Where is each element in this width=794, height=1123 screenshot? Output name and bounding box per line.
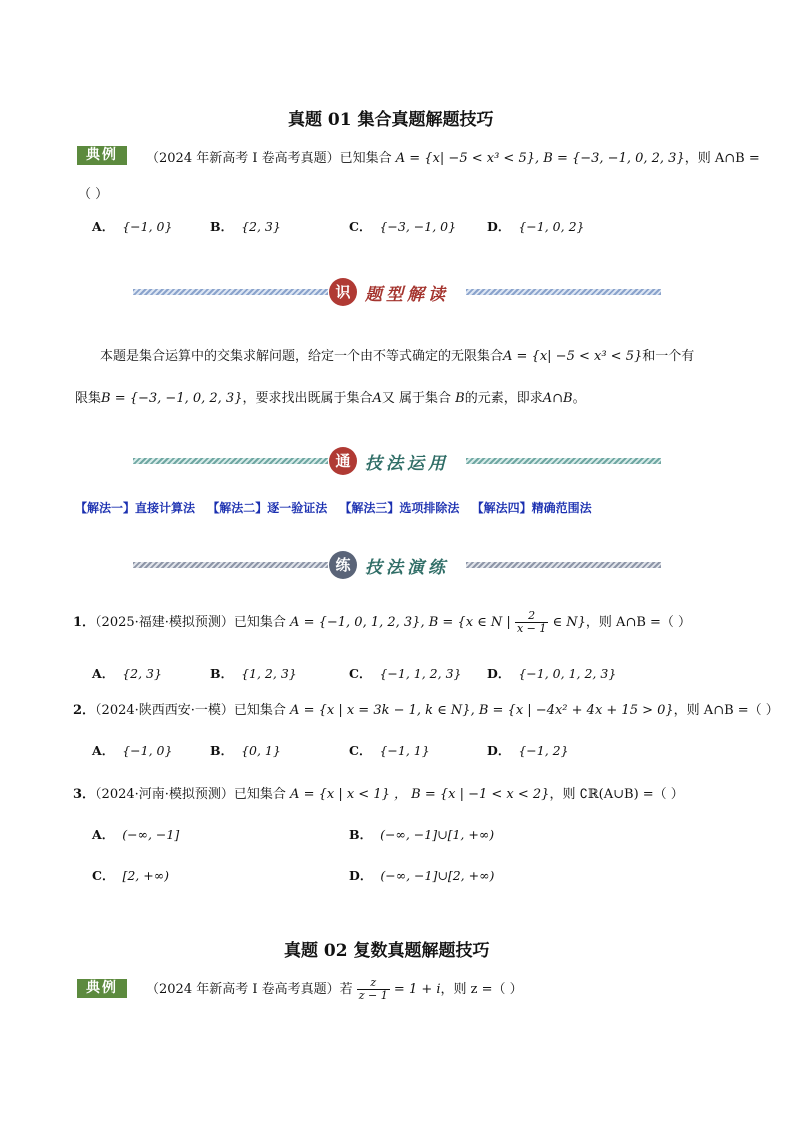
option-c: C． {−3, −1, 0}: [349, 219, 457, 234]
q2-option-a: A． {−1, 0}: [92, 743, 173, 758]
seal-icon: 练: [329, 551, 357, 579]
method-2[interactable]: 【解法二】逐一验证法: [207, 501, 328, 515]
example-paren: （ ）: [78, 187, 109, 202]
seal-icon: 识: [329, 278, 357, 306]
example-tag-2: 典例: [77, 979, 127, 998]
methods-list: [75, 499, 600, 516]
method-4[interactable]: 【解法四】精确范围法: [471, 501, 592, 515]
example-source: （2024 年新高考 Ⅰ 卷高考真题）已知集合: [146, 151, 392, 166]
set-a-math: A = {x| −5 < x³ < 5}: [395, 151, 535, 166]
fraction: $\frac{z}{z - 1}$: [358, 976, 388, 1002]
method-3[interactable]: 【解法三】选项排除法: [339, 501, 460, 515]
example-tail: ，则 A∩B =: [684, 151, 760, 166]
reading-line-1: 本题是集合运算中的交集求解问题，给定一个由不等式确定的无限集合A = {x| −5 < x³ < 5}和一个有: [100, 349, 695, 364]
banner-text: 技法演练: [365, 558, 449, 578]
set-b-math: , B = {−3, −1, 0, 2, 3}: [535, 151, 685, 166]
banner-text: 技法运用: [365, 454, 449, 474]
q3-option-d: D． (−∞, −1]∪[2, +∞): [349, 868, 495, 883]
option-b: B． {2, 3}: [210, 219, 281, 234]
q2-option-b: B． {0, 1}: [210, 743, 281, 758]
example-question-2: （2024 年新高考 Ⅰ 卷高考真题）若 $\frac{z}{z - 1}$ = 1 + i，则 z =（ ）: [146, 976, 523, 1002]
fraction: $\frac{2}{x - 1}$: [516, 609, 547, 635]
q3-option-c: C． [2, +∞): [92, 868, 169, 883]
q3-option-a: A． (−∞, −1]: [92, 827, 180, 842]
section-title-1: 真题 01 集合真题解题技巧: [288, 110, 494, 130]
banner-text: 题型解读: [365, 285, 449, 305]
seal-icon: 通: [329, 447, 357, 475]
question-2: 2．（2024·陕西西安·一模）已知集合 A = {x | x = 3k − 1, k ∈ N}, B = {x | −4x² + 4x + 15 > 0}，则 A∩B =（ ）: [73, 703, 779, 718]
q2-option-d: D． {−1, 2}: [487, 743, 569, 758]
question-1: 1．（2025·福建·模拟预测）已知集合 A = {−1, 0, 1, 2, 3}, B = {x ∈ N | $\frac{2}{x - 1}$ ∈ N}，则 A∩B =（ ）: [73, 609, 692, 635]
option-a: A． {−1, 0}: [92, 219, 173, 234]
section-title-2: 真题 02 复数真题解题技巧: [284, 941, 490, 961]
option-d: D． {−1, 0, 2}: [487, 219, 585, 234]
method-1[interactable]: 【解法一】直接计算法: [75, 501, 196, 515]
example-question-1: [146, 147, 760, 166]
q1-option-a: A． {2, 3}: [92, 666, 162, 681]
reading-line-2: 限集B = {−3, −1, 0, 2, 3}，要求找出既属于集合A又 属于集合 B的元素，即求A∩B。: [75, 391, 586, 406]
banner-methods: [133, 447, 661, 477]
banner-practice: [133, 551, 661, 581]
banner-bar-right: [466, 289, 661, 295]
banner-bar-left: [133, 562, 328, 568]
banner-bar-right: [466, 458, 661, 464]
banner-reading: [133, 278, 661, 308]
q1-option-c: C． {−1, 1, 2, 3}: [349, 666, 462, 681]
q1-option-b: B． {1, 2, 3}: [210, 666, 297, 681]
banner-bar-right: [466, 562, 661, 568]
q1-option-d: D． {−1, 0, 1, 2, 3}: [487, 666, 617, 681]
question-3: 3．（2024·河南·模拟预测）已知集合 A = {x | x < 1} ， B = {x | −1 < x < 2}，则 ∁ℝ(A∪B) =（ ）: [73, 787, 684, 802]
example-tag: 典例: [77, 146, 127, 165]
banner-bar-left: [133, 458, 328, 464]
banner-bar-left: [133, 289, 328, 295]
q3-option-b: B． (−∞, −1]∪[1, +∞): [349, 827, 495, 842]
q2-option-c: C． {−1, 1}: [349, 743, 430, 758]
